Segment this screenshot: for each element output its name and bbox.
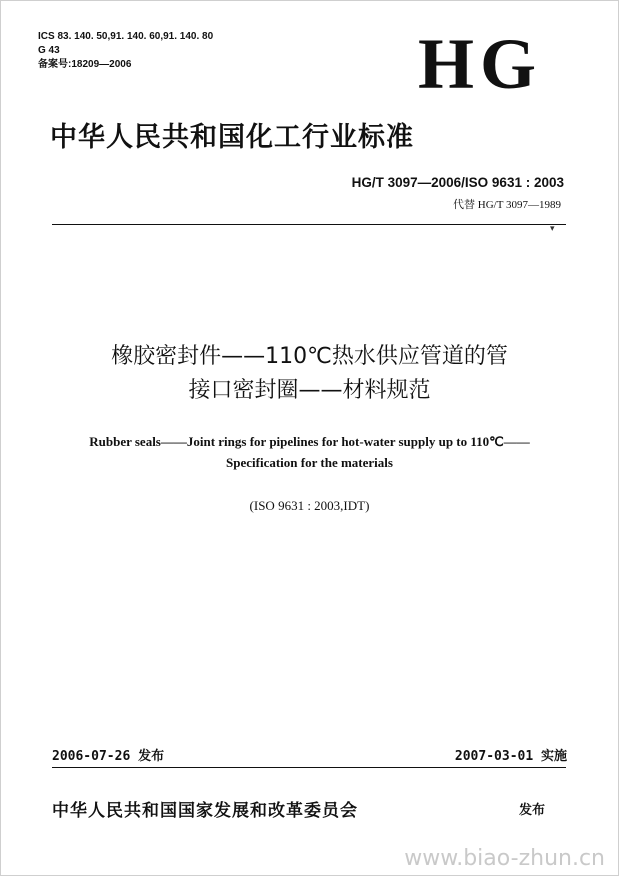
english-title: [0, 431, 619, 473]
divider-tick-mark: ▾: [550, 224, 555, 234]
organization-standard-title: 中华人民共和国化工行业标准: [50, 122, 414, 153]
chinese-title-line-1: 橡胶密封件——110℃热水供应管道的管: [111, 344, 508, 369]
classification-codes: [38, 30, 213, 72]
ccs-code: G 43: [38, 45, 60, 56]
standard-number: HG/T 3097—2006/ISO 9631 : 2003: [351, 175, 564, 190]
implementation-date: 2007-03-01 实施: [454, 749, 567, 764]
hg-logo: HG: [418, 24, 543, 104]
chinese-title: [0, 340, 619, 408]
ics-code: ICS 83. 140. 50,91. 140. 60,91. 140. 80: [38, 31, 214, 42]
site-watermark: www.biao-zhun.cn: [404, 846, 605, 871]
publisher-name: 中华人民共和国国家发展和改革委员会: [52, 801, 358, 821]
filing-number: 备案号:18209—2006: [38, 59, 132, 70]
english-title-line-2: Specification for the materials: [226, 455, 393, 470]
top-divider: [52, 224, 566, 225]
bottom-divider: [52, 767, 566, 768]
chinese-title-line-2: 接口密封圈——材料规范: [188, 378, 431, 403]
publisher-suffix: 发布: [519, 803, 546, 818]
issue-date: 2006-07-26 发布: [52, 749, 165, 764]
english-title-line-1: Rubber seals——Joint rings for pipelines for hot-water supply up to 110℃——: [89, 434, 530, 449]
replaces-standard: 代替 HG/T 3097—1989: [453, 199, 561, 211]
iso-reference: (ISO 9631 : 2003,IDT): [249, 498, 370, 513]
